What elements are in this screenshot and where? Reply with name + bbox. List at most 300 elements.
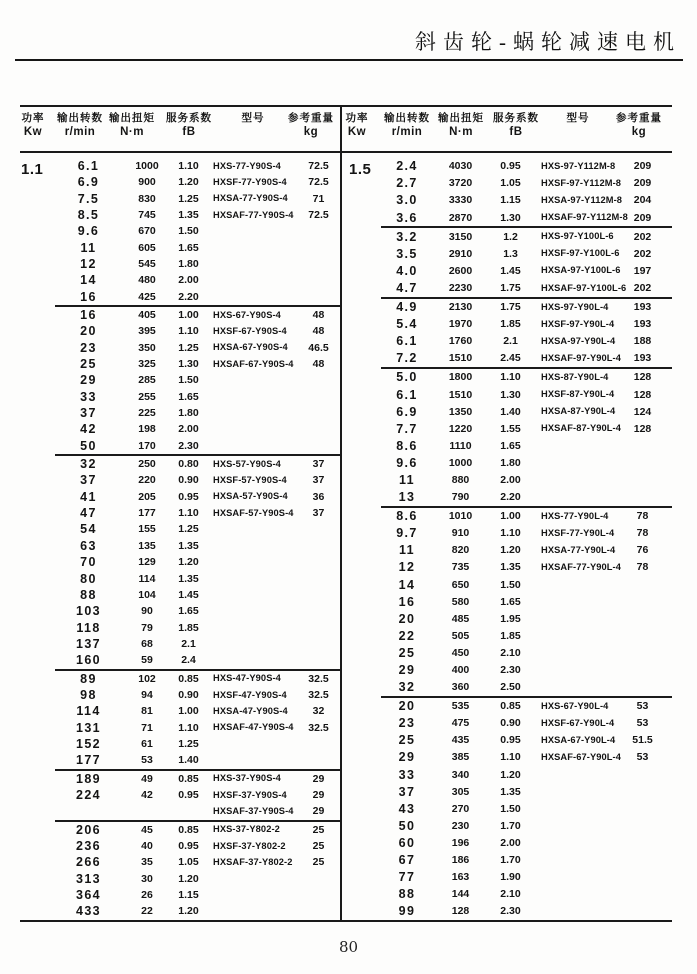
cell-output-speed: 364	[75, 888, 102, 903]
table-row	[381, 316, 672, 333]
cell-output-torque: 53	[141, 754, 153, 767]
cell-model: HXSAF-47-Y90S-4	[213, 722, 294, 733]
cell-service-factor: 1.65	[178, 390, 199, 403]
cell-model: HXSF-77-Y90S-4	[213, 176, 287, 187]
cell-model: HXS-77-Y90L-4	[541, 510, 609, 521]
cell-model: HXSA-87-Y90L-4	[541, 406, 616, 417]
cell-output-torque: 35	[141, 856, 153, 869]
cell-output-torque: 480	[138, 274, 156, 287]
table-row	[55, 289, 340, 305]
cell-output-speed: 89	[80, 671, 97, 686]
cell-output-torque: 1350	[448, 405, 473, 418]
table-group	[381, 506, 672, 696]
cell-model: HXSA-97-Y100L-6	[541, 265, 621, 276]
table-row	[381, 679, 672, 696]
cell-weight: 32.5	[308, 721, 329, 734]
cell-weight: 193	[633, 301, 652, 314]
cell-output-torque: 59	[141, 654, 153, 667]
cell-output-torque: 79	[141, 621, 153, 634]
cell-service-factor: 0.80	[178, 458, 199, 471]
cell-output-speed: 80	[80, 571, 97, 586]
cell-service-factor: 1.35	[178, 572, 199, 585]
cell-model: HXSF-37-Y90S-4	[213, 789, 287, 800]
cell-weight: 71	[312, 192, 325, 205]
cell-model: HXS-97-Y100L-6	[541, 231, 614, 242]
cell-output-speed: 88	[398, 887, 416, 902]
table-row	[55, 158, 340, 174]
cell-weight: 209	[633, 160, 652, 173]
header-service-factor: 服务系数 fB	[166, 112, 212, 138]
cell-output-torque: 196	[451, 836, 470, 849]
cell-service-factor: 2.00	[178, 423, 199, 436]
table-row	[381, 645, 672, 662]
table-row	[55, 587, 340, 603]
cell-output-torque: 545	[138, 257, 156, 270]
cell-output-torque: 425	[138, 290, 156, 303]
cell-service-factor: 1.50	[178, 374, 199, 387]
cell-model: HXSAF-77-Y90S-4	[213, 209, 294, 220]
cell-weight: 46.5	[308, 341, 329, 354]
cell-service-factor: 1.50	[500, 578, 521, 591]
cell-weight: 128	[633, 422, 652, 435]
cell-service-factor: 2.30	[178, 439, 199, 452]
table-row	[381, 420, 672, 437]
cell-output-speed: 4.0	[396, 263, 418, 278]
cell-output-torque: 485	[451, 612, 470, 625]
cell-weight: 53	[636, 717, 649, 730]
cell-service-factor: 1.30	[178, 358, 199, 371]
cell-output-speed: 29	[80, 373, 97, 388]
cell-output-torque: 305	[451, 785, 470, 798]
cell-output-torque: 42	[141, 788, 153, 801]
cell-service-factor: 1.85	[178, 621, 199, 634]
cell-service-factor: 1.25	[178, 192, 199, 205]
cell-output-speed: 6.9	[77, 175, 100, 190]
cell-output-speed: 54	[80, 522, 97, 537]
table-row	[55, 771, 340, 787]
cell-weight: 128	[633, 371, 652, 384]
cell-output-speed: 7.2	[396, 351, 418, 366]
cell-output-speed: 16	[80, 289, 97, 304]
cell-output-speed: 6.9	[396, 404, 418, 419]
cell-service-factor: 1.3	[503, 247, 518, 260]
cell-service-factor: 0.95	[178, 490, 199, 503]
table-top-border	[20, 105, 672, 107]
cell-output-torque: 94	[141, 688, 153, 701]
cell-output-speed: 20	[398, 699, 416, 714]
cell-output-torque: 1220	[448, 422, 473, 435]
cell-model: HXSA-97-Y90L-4	[541, 335, 616, 346]
cell-output-torque: 1800	[448, 371, 473, 384]
cell-model: HXSF-47-Y90S-4	[213, 689, 287, 700]
cell-model: HXSAF-57-Y90S-4	[213, 507, 294, 518]
cell-weight: 197	[633, 264, 652, 277]
table-row	[381, 228, 672, 245]
cell-output-speed: 2.4	[396, 159, 418, 174]
cell-output-speed: 11	[398, 543, 415, 558]
cell-weight: 193	[633, 318, 652, 331]
cell-model: HXSF-67-Y90S-4	[213, 325, 287, 336]
cell-output-torque: 2910	[448, 247, 473, 260]
cell-weight: 202	[633, 281, 652, 294]
table-row	[381, 369, 672, 386]
cell-output-torque: 535	[451, 700, 470, 713]
cell-output-speed: 131	[75, 720, 102, 735]
table-row	[55, 838, 340, 854]
cell-output-torque: 820	[451, 544, 470, 557]
cell-output-speed: 2.7	[396, 176, 418, 191]
table-row	[55, 620, 340, 636]
cell-service-factor: 1.95	[500, 612, 521, 625]
cell-model: HXSA-57-Y90S-4	[213, 491, 288, 502]
cell-output-torque: 4030	[448, 160, 473, 173]
cell-output-torque: 745	[138, 208, 156, 221]
cell-output-torque: 144	[451, 888, 470, 901]
table-row	[55, 240, 340, 256]
table-row	[381, 732, 672, 749]
table-row	[55, 272, 340, 288]
cell-model: HXSF-97-Y112M-8	[541, 177, 622, 188]
cell-output-torque: 26	[141, 889, 153, 902]
cell-service-factor: 1.55	[500, 422, 521, 435]
table-group	[55, 305, 340, 454]
cell-output-speed: 9.6	[396, 455, 418, 470]
header-power: 功率 Kw	[345, 112, 369, 138]
cell-output-speed: 29	[398, 750, 416, 765]
cell-weight: 124	[633, 405, 652, 418]
cell-output-torque: 650	[451, 578, 470, 591]
cell-weight: 193	[633, 352, 652, 365]
table-row	[381, 350, 672, 367]
cell-service-factor: 1.25	[178, 737, 199, 750]
table-row	[55, 603, 340, 619]
table-row	[55, 372, 340, 388]
cell-service-factor: 1.10	[500, 527, 521, 540]
cell-output-torque: 3720	[448, 177, 473, 190]
cell-output-speed: 33	[398, 767, 416, 782]
table-row	[381, 715, 672, 732]
cell-output-torque: 61	[141, 737, 153, 750]
power-value-left: 1.1	[21, 161, 44, 178]
cell-output-speed: 70	[80, 555, 97, 570]
cell-output-torque: 22	[141, 905, 153, 918]
cell-output-torque: 186	[451, 854, 470, 867]
cell-output-torque: 30	[141, 872, 153, 885]
cell-output-torque: 225	[138, 407, 156, 420]
table-row	[381, 245, 672, 262]
table-row	[55, 340, 340, 356]
cell-model: HXSA-97-Y112M-8	[541, 195, 623, 206]
cell-output-torque: 2870	[448, 211, 473, 224]
cell-output-torque: 405	[138, 309, 156, 322]
cell-service-factor: 1.80	[178, 407, 199, 420]
cell-output-torque: 1510	[448, 352, 473, 365]
cell-output-torque: 900	[138, 176, 156, 189]
cell-service-factor: 1.00	[178, 705, 199, 718]
power-value-right: 1.5	[349, 161, 372, 178]
cell-weight: 36	[312, 490, 325, 503]
table-row	[55, 652, 340, 668]
cell-output-speed: 13	[398, 490, 416, 505]
cell-output-torque: 104	[138, 588, 156, 601]
cell-service-factor: 1.10	[500, 751, 521, 764]
cell-output-torque: 1000	[135, 159, 159, 172]
cell-output-speed: 4.7	[396, 280, 418, 295]
header-model: 型号	[241, 112, 265, 124]
table-column-divider	[340, 105, 342, 922]
table-row	[55, 522, 340, 538]
cell-service-factor: 2.4	[181, 654, 196, 667]
cell-service-factor: 1.05	[500, 177, 521, 190]
cell-service-factor: 2.20	[500, 491, 521, 504]
table-row	[55, 389, 340, 405]
cell-service-factor: 1.65	[178, 241, 199, 254]
cell-output-torque: 71	[141, 721, 153, 734]
cell-weight: 29	[312, 772, 325, 785]
cell-output-speed: 313	[75, 871, 102, 886]
cell-service-factor: 1.15	[500, 194, 521, 207]
cell-service-factor: 1.10	[178, 721, 199, 734]
cell-service-factor: 1.00	[500, 510, 521, 523]
cell-output-torque: 735	[451, 561, 470, 574]
cell-output-speed: 37	[80, 406, 97, 421]
cell-output-speed: 50	[80, 438, 97, 453]
table-group	[55, 769, 340, 820]
cell-model: HXSA-67-Y90L-4	[541, 734, 616, 745]
cell-output-torque: 135	[138, 539, 156, 552]
table-row	[381, 559, 672, 576]
cell-model: HXSA-77-Y90S-4	[213, 193, 288, 204]
cell-output-torque: 395	[138, 325, 156, 338]
cell-weight: 72.5	[308, 208, 329, 221]
cell-model: HXSF-37-Y802-2	[213, 840, 286, 851]
table-row	[55, 887, 340, 903]
cell-output-speed: 12	[80, 256, 97, 271]
cell-model: HXSAF-37-Y802-2	[213, 856, 293, 867]
cell-output-speed: 25	[398, 645, 416, 660]
table-row	[381, 749, 672, 766]
table-row	[55, 752, 340, 768]
cell-output-speed: 266	[75, 855, 102, 870]
cell-output-speed: 99	[398, 904, 416, 919]
cell-output-speed: 25	[398, 733, 416, 748]
cell-model: HXS-67-Y90L-4	[541, 700, 609, 711]
table-row	[381, 263, 672, 280]
table-group	[55, 158, 340, 305]
cell-output-torque: 790	[451, 491, 470, 504]
cell-output-torque: 270	[451, 802, 470, 815]
header-output-speed: 输出转数 r/min	[57, 112, 103, 138]
cell-model: HXSA-67-Y90S-4	[213, 342, 288, 353]
table-row	[55, 720, 340, 736]
cell-output-speed: 3.2	[396, 229, 418, 244]
cell-weight: 76	[636, 544, 649, 557]
cell-output-torque: 2600	[448, 264, 473, 277]
cell-output-speed: 6.1	[77, 158, 100, 173]
cell-output-speed: 29	[398, 663, 416, 678]
cell-output-torque: 1760	[448, 335, 473, 348]
cell-output-torque: 1110	[449, 439, 472, 452]
cell-service-factor: 1.15	[178, 889, 199, 902]
cell-model: HXSF-57-Y90S-4	[213, 475, 287, 486]
table-row	[55, 854, 340, 870]
cell-output-torque: 163	[451, 871, 470, 884]
cell-service-factor: 2.30	[500, 905, 521, 918]
cell-weight: 53	[636, 700, 649, 713]
cell-weight: 202	[633, 230, 652, 243]
cell-model: HXSF-97-Y90L-4	[541, 318, 615, 329]
cell-weight: 25	[312, 840, 325, 853]
cell-output-speed: 206	[75, 822, 102, 837]
cell-model: HXSF-97-Y100L-6	[541, 248, 620, 259]
cell-service-factor: 0.85	[500, 700, 521, 713]
table-row	[381, 403, 672, 420]
table-group	[381, 297, 672, 367]
table-row	[381, 542, 672, 559]
cell-weight: 25	[312, 856, 325, 869]
table-row	[55, 438, 340, 454]
cell-service-factor: 2.10	[500, 646, 521, 659]
table-row	[381, 192, 672, 209]
cell-output-torque: 285	[138, 374, 156, 387]
cell-service-factor: 1.10	[178, 159, 199, 172]
cell-output-torque: 255	[138, 390, 156, 403]
table-row	[55, 307, 340, 323]
cell-weight: 51.5	[632, 734, 653, 747]
table-row	[381, 698, 672, 715]
cell-output-speed: 8.5	[77, 207, 100, 222]
table-row	[55, 736, 340, 752]
table-group	[55, 820, 340, 920]
table-bottom-border	[20, 920, 672, 922]
cell-output-torque: 49	[141, 772, 153, 785]
cell-output-speed: 14	[398, 577, 416, 592]
cell-model: HXS-37-Y90S-4	[213, 773, 281, 784]
cell-output-speed: 41	[80, 489, 97, 504]
cell-service-factor: 2.1	[181, 637, 196, 650]
table-row	[55, 473, 340, 489]
cell-output-speed: 9.7	[396, 526, 418, 541]
cell-output-speed: 7.5	[77, 191, 100, 206]
cell-output-speed: 5.0	[396, 370, 418, 385]
cell-output-speed: 177	[75, 753, 102, 768]
cell-output-torque: 114	[138, 572, 156, 585]
table-row	[55, 191, 340, 207]
table-row	[55, 422, 340, 438]
title-rule	[15, 59, 683, 61]
cell-service-factor: 1.2	[503, 230, 518, 243]
cell-weight: 78	[636, 561, 649, 574]
cell-output-speed: 224	[75, 787, 102, 802]
table-row	[55, 356, 340, 372]
cell-service-factor: 1.70	[500, 819, 521, 832]
cell-service-factor: 1.10	[178, 325, 199, 338]
table-row	[55, 223, 340, 239]
cell-model: HXS-37-Y802-2	[213, 824, 280, 835]
cell-output-torque: 580	[451, 595, 470, 608]
cell-weight: 209	[633, 177, 652, 190]
table-row	[381, 852, 672, 869]
cell-model: HXS-77-Y90S-4	[213, 160, 281, 171]
cell-output-speed: 6.1	[396, 387, 418, 402]
cell-service-factor: 2.45	[500, 352, 521, 365]
cell-service-factor: 2.20	[178, 290, 199, 303]
cell-weight: 25	[312, 823, 325, 836]
table-row	[55, 703, 340, 719]
cell-output-torque: 250	[138, 458, 156, 471]
cell-output-speed: 60	[398, 835, 416, 850]
cell-output-torque: 505	[451, 629, 470, 642]
cell-service-factor: 1.65	[500, 595, 521, 608]
cell-service-factor: 1.35	[178, 208, 199, 221]
cell-output-speed: 11	[80, 240, 97, 255]
table-row	[55, 207, 340, 223]
cell-output-speed: 8.6	[396, 509, 418, 524]
cell-model: HXS-47-Y90S-4	[213, 673, 281, 684]
cell-service-factor: 1.35	[178, 539, 199, 552]
cell-weight: 32.5	[308, 688, 329, 701]
cell-weight: 53	[636, 751, 649, 764]
cell-service-factor: 0.90	[178, 474, 199, 487]
cell-model: HXS-87-Y90L-4	[541, 372, 609, 383]
cell-output-torque: 177	[138, 507, 156, 520]
cell-model: HXS-97-Y112M-8	[541, 160, 616, 171]
table-group	[55, 454, 340, 668]
cell-output-torque: 220	[138, 474, 156, 487]
cell-service-factor: 1.85	[500, 318, 521, 331]
cell-output-torque: 325	[138, 358, 156, 371]
cell-model: HXSF-87-Y90L-4	[541, 389, 615, 400]
table-row	[381, 333, 672, 350]
cell-service-factor: 0.85	[178, 772, 199, 785]
cell-service-factor: 0.95	[500, 734, 521, 747]
cell-service-factor: 1.70	[500, 854, 521, 867]
cell-output-torque: 230	[451, 819, 470, 832]
table-row	[381, 869, 672, 886]
header-output-torque: 输出扭矩 N·m	[438, 112, 484, 138]
table-row	[55, 489, 340, 505]
cell-output-torque: 205	[138, 490, 156, 503]
table-row	[55, 687, 340, 703]
cell-model: HXSAF-67-Y90S-4	[213, 358, 294, 369]
table-row	[381, 489, 672, 506]
cell-model: HXSA-47-Y90S-4	[213, 705, 288, 716]
cell-model: HXSF-67-Y90L-4	[541, 717, 615, 728]
cell-service-factor: 2.50	[500, 681, 521, 694]
cell-service-factor: 1.50	[178, 225, 199, 238]
table-row	[55, 803, 340, 819]
cell-output-speed: 32	[398, 680, 416, 695]
cell-output-torque: 350	[138, 341, 156, 354]
cell-output-speed: 50	[398, 818, 416, 833]
cell-output-speed: 98	[80, 687, 97, 702]
cell-output-torque: 830	[138, 192, 156, 205]
table-row	[55, 323, 340, 339]
header-power: 功率 Kw	[21, 112, 45, 138]
cell-service-factor: 0.95	[178, 840, 199, 853]
cell-service-factor: 1.20	[178, 905, 199, 918]
cell-output-torque: 360	[451, 681, 470, 694]
cell-weight: 37	[312, 458, 325, 471]
cell-output-speed: 152	[75, 736, 102, 751]
table-row	[381, 455, 672, 472]
cell-output-speed: 37	[80, 473, 97, 488]
cell-model: HXSAF-97-Y112M-8	[541, 212, 628, 223]
cell-output-speed: 14	[80, 273, 97, 288]
cell-weight: 32.5	[308, 672, 329, 685]
table-row	[55, 405, 340, 421]
spec-table-right	[381, 153, 672, 920]
